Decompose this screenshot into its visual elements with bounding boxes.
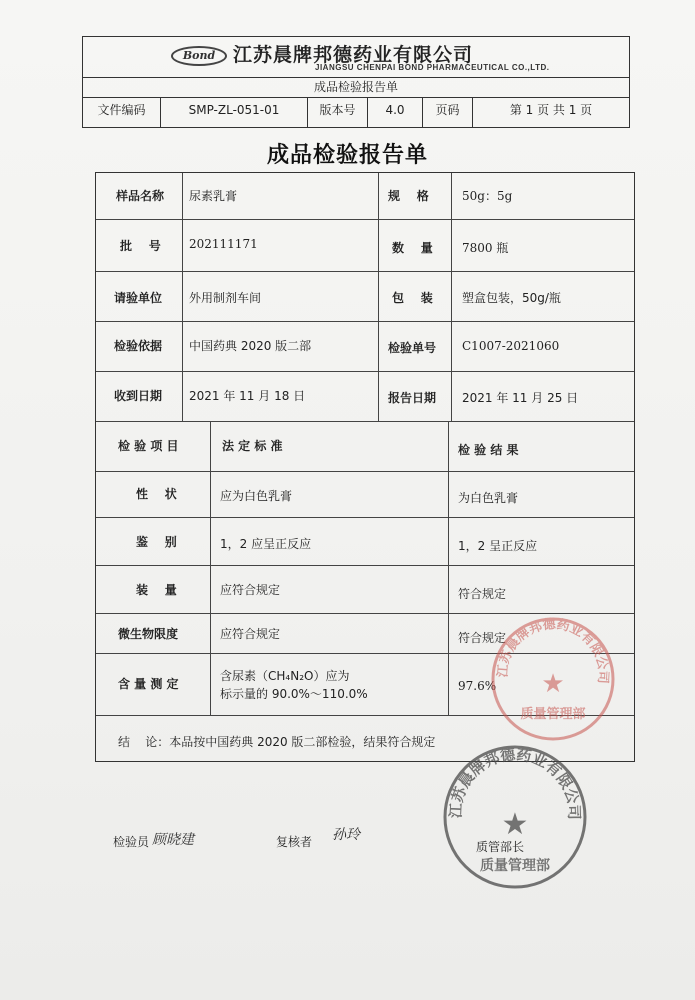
quality-dept-stamp xyxy=(488,614,618,744)
row-divider xyxy=(96,517,634,518)
dark-stamp-company: 江苏晨牌邦德药业有限公司 xyxy=(446,745,584,820)
test-item: 鉴 别 xyxy=(136,535,177,549)
test-item: 装 量 xyxy=(136,583,177,597)
document-header xyxy=(82,36,630,128)
inspector-label: 检验员 xyxy=(113,835,150,849)
row-divider xyxy=(96,219,634,220)
col-divider xyxy=(182,173,183,421)
row-divider xyxy=(96,371,634,372)
reviewer-label: 复核者 xyxy=(276,835,313,849)
batch-value: 202111171 xyxy=(189,237,258,251)
package-label: 包 装 xyxy=(392,291,433,305)
test-result: 1，2 呈正反应 xyxy=(458,539,538,553)
file-no-label: 文件编码 xyxy=(83,98,161,127)
test-standard: 应符合规定 xyxy=(220,627,281,641)
quantity-label: 数 量 xyxy=(392,241,433,255)
red-stamp-company: 江苏晨牌邦德药业有限公司 xyxy=(495,617,611,685)
row-divider xyxy=(96,321,634,322)
company-stamp xyxy=(440,742,590,892)
manager-label: 质管部长 xyxy=(476,840,525,854)
inspection-no-value: C1007-2021060 xyxy=(462,339,560,353)
basis-value: 中国药典 2020 版二部 xyxy=(189,339,312,353)
company-logo: Bond xyxy=(171,46,227,66)
test-standard: 1，2 应呈正反应 xyxy=(220,537,312,551)
batch-label: 批 号 xyxy=(120,239,161,253)
inspection-no-label: 检验单号 xyxy=(388,341,437,355)
received-date-value: 2021 年 11 月 18 日 xyxy=(189,389,306,403)
conclusion-text: 结 论：本品按中国药典 2020 版二部检验，结果符合规定 xyxy=(118,735,436,749)
page-label: 页码 xyxy=(423,98,473,127)
report-title: 成品检验报告单 xyxy=(266,143,428,168)
doc-meta-row xyxy=(83,98,629,127)
test-result: 97.6% xyxy=(458,679,497,693)
row-divider xyxy=(96,421,634,422)
company-banner xyxy=(83,37,629,78)
requester-value: 外用制剂车间 xyxy=(189,291,262,305)
col-header-result: 检 验 结 果 xyxy=(458,443,519,457)
row-divider xyxy=(96,471,634,472)
dark-stamp-star-icon: ★ xyxy=(501,807,529,842)
requester-label: 请验单位 xyxy=(114,291,163,305)
inspector-signature: 顾晓建 xyxy=(152,832,194,848)
col-divider xyxy=(451,173,452,421)
page-value: 第 1 页 共 1 页 xyxy=(509,103,593,117)
version-value: 4.0 xyxy=(368,98,423,127)
version-label: 版本号 xyxy=(308,98,368,127)
test-item: 性 状 xyxy=(136,487,177,501)
test-result: 符合规定 xyxy=(458,631,507,645)
basis-label: 检验依据 xyxy=(114,339,163,353)
company-name-cn: 江苏晨牌邦德药业有限公司 xyxy=(233,44,474,66)
test-standard: 含尿素（CH₄N₂O）应为 xyxy=(220,669,350,683)
row-divider xyxy=(96,565,634,566)
test-standard-line2: 标示量的 90.0%～110.0% xyxy=(220,687,368,701)
test-result: 符合规定 xyxy=(458,587,507,601)
report-date-value: 2021 年 11 月 25 日 xyxy=(462,391,579,405)
red-stamp-star-icon: ★ xyxy=(541,669,565,699)
file-no-value: SMP-ZL-051-01 xyxy=(161,98,308,127)
row-divider xyxy=(96,271,634,272)
report-date-label: 报告日期 xyxy=(388,391,437,405)
test-item: 含 量 测 定 xyxy=(118,677,179,691)
col-divider xyxy=(448,421,449,715)
reviewer-signature: 孙玲 xyxy=(332,827,360,843)
col-header-item: 检 验 项 目 xyxy=(118,439,179,453)
spec-value: 50g：5g xyxy=(462,189,513,203)
test-result: 为白色乳膏 xyxy=(458,491,519,505)
col-divider xyxy=(378,173,379,421)
doc-type-title: 成品检验报告单 xyxy=(83,77,629,98)
package-value: 塑盒包装，50g/瓶 xyxy=(462,291,561,305)
red-stamp-dept: 质量管理部 xyxy=(520,707,586,722)
sample-name-value: 尿素乳膏 xyxy=(189,189,238,203)
received-date-label: 收到日期 xyxy=(114,389,163,403)
test-standard: 应符合规定 xyxy=(220,583,281,597)
spec-label: 规 格 xyxy=(388,189,429,203)
quantity-value: 7800 瓶 xyxy=(462,241,509,255)
sample-name-label: 样品名称 xyxy=(116,189,165,203)
test-item: 微生物限度 xyxy=(118,627,179,641)
company-name-en: JIANGSU CHENPAI BOND PHARMACEUTICAL CO.,LTD. xyxy=(315,63,550,72)
col-header-standard: 法 定 标 准 xyxy=(222,439,283,453)
dark-stamp-dept: 质量管理部 xyxy=(480,858,550,874)
test-standard: 应为白色乳膏 xyxy=(220,489,293,503)
col-divider xyxy=(210,421,211,715)
